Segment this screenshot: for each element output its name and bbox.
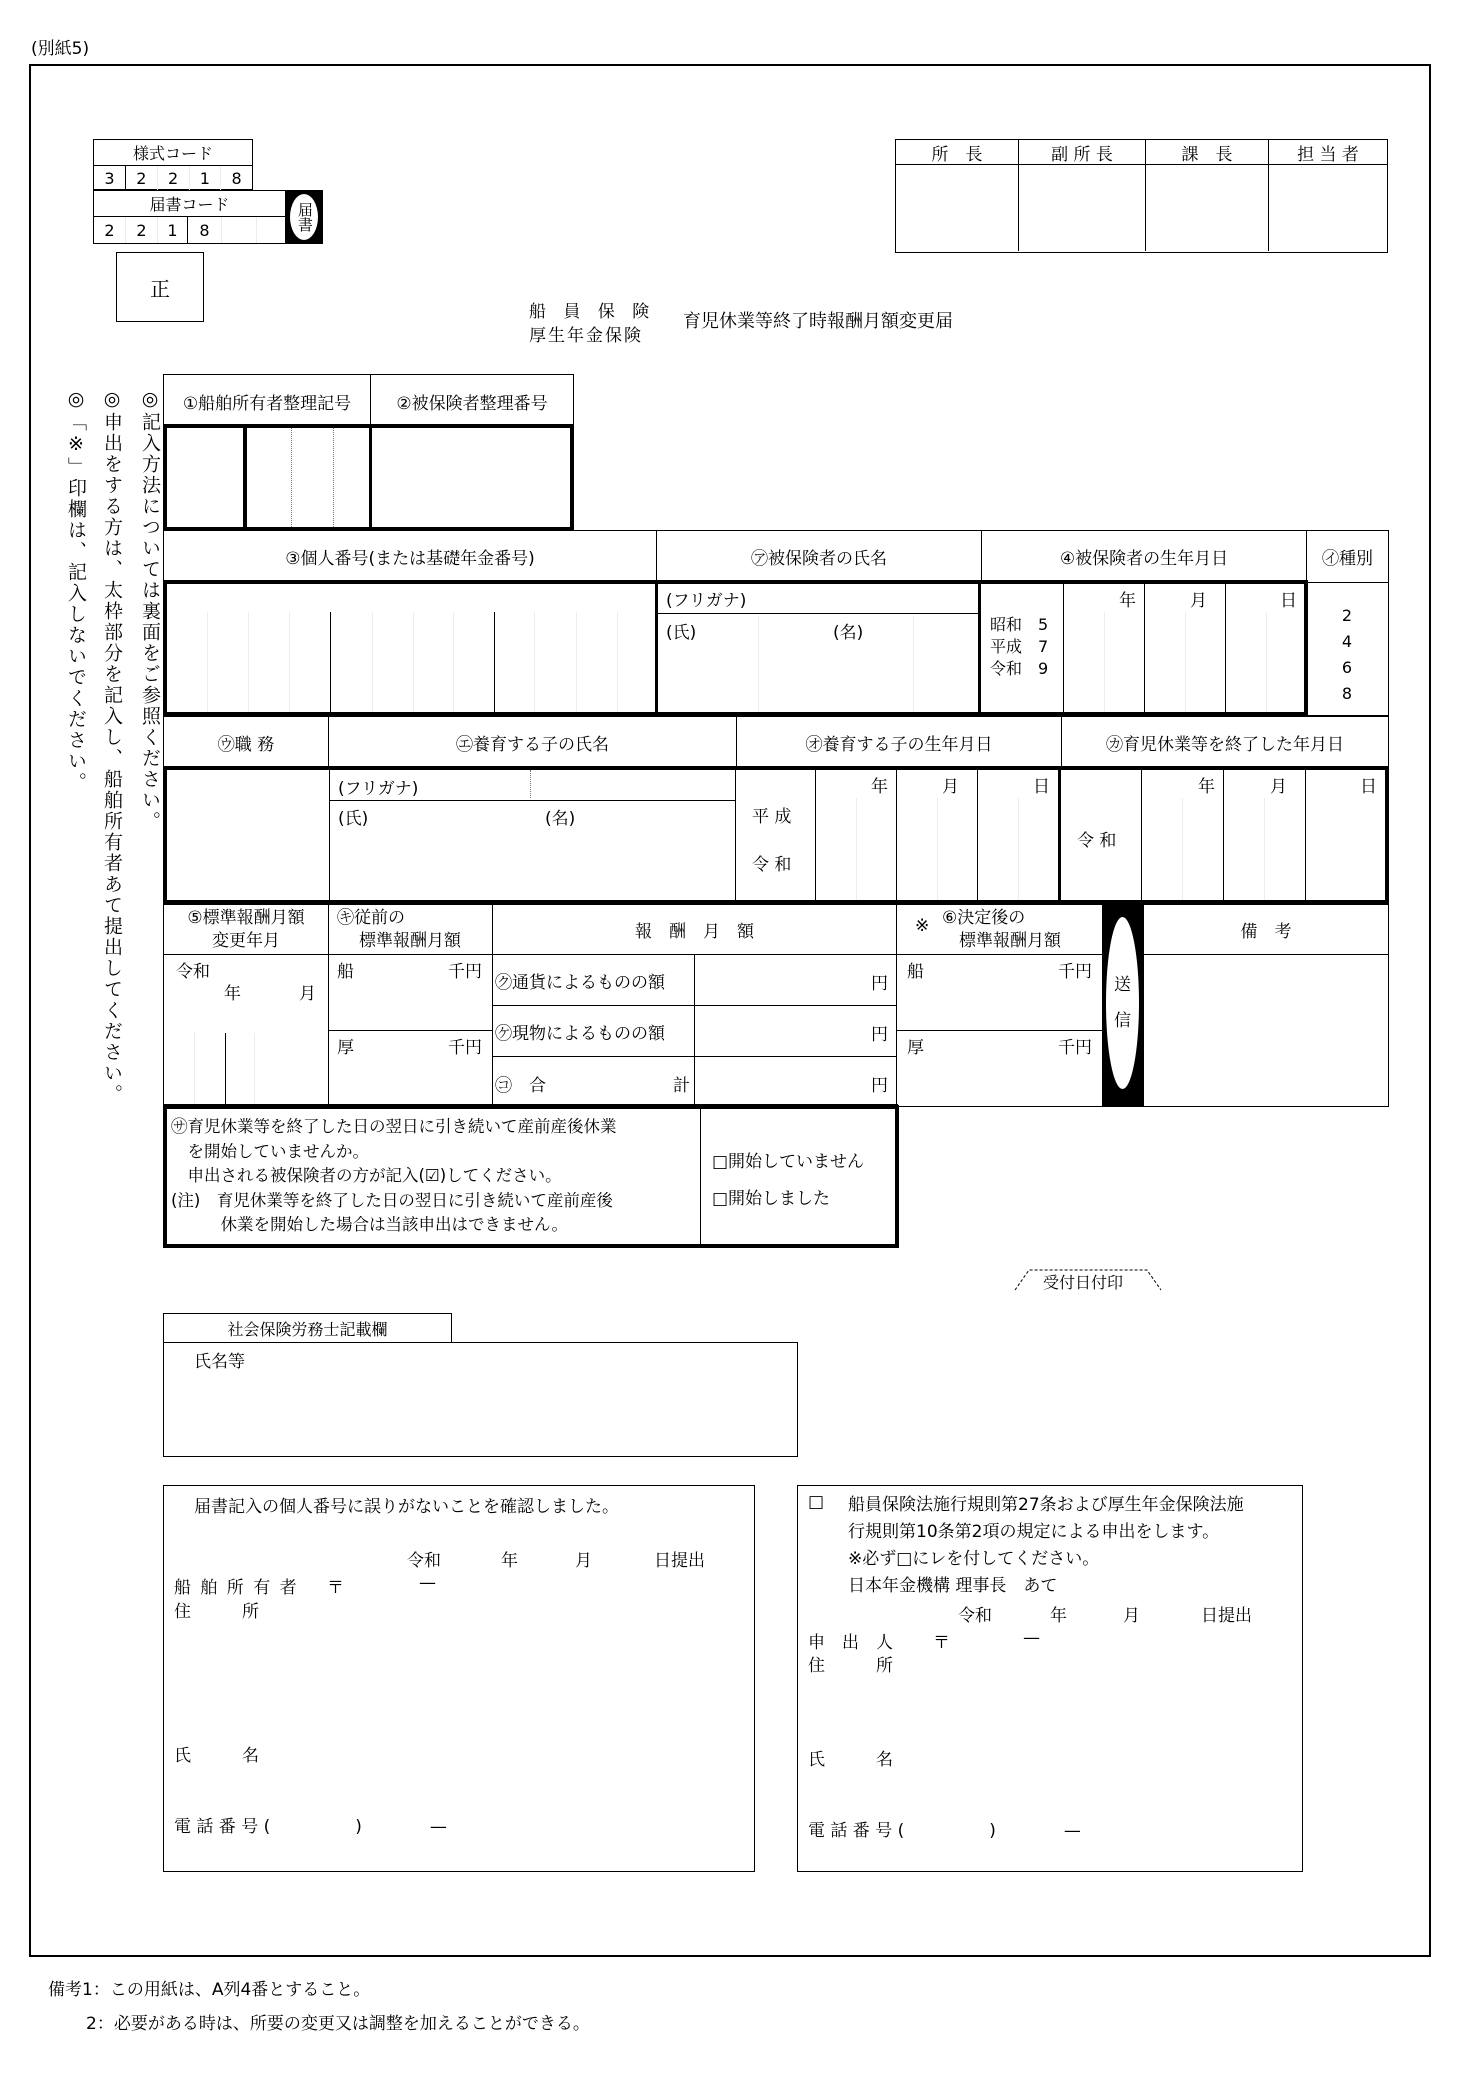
child-furigana-label: (フリガナ) — [338, 779, 419, 799]
send-badge-char: 信 — [1114, 1011, 1131, 1031]
applicant-statement-line: 日本年金機構 理事長 あて — [848, 1576, 1058, 1596]
child-info-input-area — [163, 766, 1389, 904]
send-badge-char: 送 — [1114, 975, 1131, 995]
type-label: ㋑種別 — [1322, 549, 1373, 569]
owner-date-month: 月 — [575, 1551, 592, 1571]
child-era-heisei: 平 成 — [752, 807, 792, 827]
era-heisei: 平成 7 — [990, 637, 1049, 656]
owner-date-era: 令和 — [407, 1551, 441, 1571]
change-month-label-2: 変更年月 — [212, 931, 280, 951]
approval-stamp-cell[interactable] — [1146, 165, 1269, 251]
decided-label-2: 標準報酬月額 — [959, 931, 1061, 951]
birthdate-field[interactable] — [984, 584, 1305, 712]
birthdate-label: ④被保険者の生年月日 — [982, 531, 1307, 582]
decided-ship-label: 船 — [907, 962, 924, 982]
insured-number-field[interactable] — [373, 428, 570, 527]
applicant-date-era: 令和 — [958, 1606, 992, 1626]
owner-code-label: ①船舶所有者整理記号 — [164, 375, 371, 427]
title-insurance-line2: 厚生年金保険 — [529, 326, 643, 346]
question-line: 休業を開始した場合は当該申出はできません。 — [171, 1215, 568, 1234]
decided-welfare-unit: 千円 — [1058, 1038, 1092, 1058]
prev-ship-field[interactable] — [329, 955, 492, 1031]
job-field[interactable] — [167, 770, 330, 900]
applicant-statement-line: ※必ず□にレを付してください。 — [848, 1549, 1100, 1569]
remarks-label: 備 考 — [1144, 905, 1388, 955]
section-remuneration — [163, 904, 1389, 1107]
notice-code-label: 届書コード — [94, 191, 285, 217]
type-code: 8 — [1341, 684, 1353, 703]
child-month-label: 月 — [942, 777, 959, 797]
in-kind-amount-field[interactable] — [695, 1006, 896, 1056]
type-code: 4 — [1341, 632, 1353, 651]
prev-ship-label: 船 — [337, 962, 354, 982]
applicant-consent-checkbox[interactable]: □ — [808, 1492, 825, 1512]
original-mark: 正 — [150, 276, 170, 301]
change-year-label: 年 — [224, 984, 241, 1004]
prev-welfare-field[interactable] — [329, 1031, 492, 1106]
total-label-a: ㋙ 合 — [495, 1076, 546, 1096]
month-label: 月 — [1190, 591, 1207, 611]
owner-address-label: 住 所 — [174, 1602, 259, 1622]
currency-label: ㋗通貨によるものの額 — [493, 955, 695, 1005]
approval-table — [895, 139, 1388, 253]
applicant-date-year: 年 — [1050, 1606, 1067, 1626]
side-note-asterisk: ◎「※」印欄は、記入しないでください。 — [65, 388, 87, 793]
child-year-label: 年 — [871, 777, 888, 797]
applicant-block — [797, 1485, 1303, 1872]
sharoushi-name-label: 氏名等 — [194, 1352, 245, 1372]
owner-code-input-area — [163, 424, 574, 531]
attachment-label: (別紙5) — [31, 39, 90, 59]
applicant-address-label: 住 所 — [808, 1656, 893, 1676]
personal-number-field[interactable] — [167, 584, 658, 712]
section-personal-header — [163, 530, 1389, 583]
side-note-instructions: ◎記入方法については裏面をご参照ください。 — [139, 388, 161, 832]
insured-name-label: ㋐被保険者の氏名 — [657, 531, 982, 582]
question-line: ㋚育児休業等を終了した日の翌日に引き続いて産前産後休業 — [171, 1117, 617, 1136]
leave-end-date-field[interactable] — [1061, 770, 1385, 900]
decided-ship-field — [897, 955, 1102, 1031]
applicant-phone-label: 電 話 番 号 ( ) — — [808, 1821, 1081, 1841]
owner-confirm-text: 届書記入の個人番号に誤りがないことを確認しました。 — [194, 1497, 619, 1517]
section-maternity-question — [163, 1105, 899, 1248]
notice-badge — [285, 190, 323, 244]
type-code: 6 — [1341, 658, 1353, 677]
notice-badge-text: 届書 — [295, 202, 314, 232]
leave-year-label: 年 — [1198, 777, 1215, 797]
applicant-statement-line: 行規則第10条第2項の規定による申出をします。 — [848, 1522, 1220, 1542]
form-code-digit: 3 — [94, 166, 126, 191]
owner-name-field[interactable] — [334, 1736, 734, 1766]
option-not-started-checkbox[interactable]: □開始していません — [712, 1152, 865, 1172]
era-reiwa: 令和 9 — [990, 659, 1049, 678]
sharoushi-tab — [163, 1313, 452, 1343]
question-line: 申出される被保険者の方が記入(☑)してください。 — [171, 1166, 562, 1185]
insured-name-field[interactable] — [658, 584, 981, 712]
in-kind-unit: 円 — [871, 1025, 888, 1045]
prev-label-1: ㋖従前の — [337, 908, 405, 928]
sharoushi-field[interactable] — [163, 1342, 798, 1457]
owner-label: 船 舶 所 有 者 — [174, 1578, 299, 1598]
total-amount-field[interactable] — [695, 1057, 896, 1106]
approval-header-director: 所 長 — [896, 140, 1019, 164]
owner-postal-mark: 〒 — [327, 1578, 344, 1598]
owner-name-label: 氏 名 — [174, 1746, 259, 1766]
decided-mark: ※ — [915, 916, 930, 936]
sharoushi-tab-label: 社会保険労務士記載欄 — [227, 1319, 388, 1339]
notice-code-box — [93, 190, 286, 244]
prev-ship-unit: 千円 — [448, 962, 482, 982]
form-code-digit: 2 — [126, 166, 158, 191]
prev-welfare-label: 厚 — [337, 1038, 354, 1058]
leave-end-label: ㋕育児休業等を終了した年月日 — [1106, 734, 1344, 755]
child-birth-label: ㋔養育する子の生年月日 — [737, 717, 1062, 767]
change-month-label-1: ⑤標準報酬月額 — [187, 908, 305, 928]
type-code-cell[interactable] — [1305, 582, 1389, 716]
change-era: 令和 — [176, 962, 210, 982]
job-label: ㋒職 務 — [164, 717, 329, 767]
applicant-statement-line: 船員保険法施行規則第27条および厚生年金保険法施 — [848, 1495, 1244, 1515]
owner-block — [163, 1485, 755, 1872]
child-era-reiwa: 令 和 — [752, 855, 792, 875]
owner-address-field[interactable] — [334, 1594, 734, 1674]
section-child-header — [163, 716, 1389, 768]
child-name-field[interactable] — [330, 770, 736, 900]
remarks-field[interactable] — [1144, 955, 1388, 1106]
furigana-label: (フリガナ) — [666, 591, 747, 611]
prev-welfare-unit: 千円 — [448, 1038, 482, 1058]
question-line: (注) 育児休業等を終了した日の翌日に引き続いて産前産後 — [171, 1190, 613, 1210]
send-badge — [1102, 905, 1143, 1106]
owner-phone-label: 電 話 番 号 ( ) — — [174, 1817, 447, 1837]
notice-code-digit: 1 — [158, 217, 188, 243]
owner-code-field-2[interactable] — [251, 428, 369, 527]
form-code-label: 様式コード — [94, 140, 252, 166]
receipt-stamp-label: 受付日付印 — [1043, 1273, 1124, 1292]
approval-stamp-cell[interactable] — [1269, 165, 1387, 251]
personal-number-label: ③個人番号(または基礎年金番号) — [164, 531, 657, 582]
currency-unit: 円 — [871, 974, 888, 994]
decided-welfare-field — [897, 1031, 1102, 1106]
notice-code-digit — [222, 217, 257, 243]
surname-label: (氏) — [666, 623, 697, 643]
approval-header-staff: 担 当 者 — [1297, 144, 1359, 165]
type-code: 2 — [1341, 606, 1353, 625]
personal-info-input-area — [163, 580, 1308, 716]
leave-month-label: 月 — [1270, 777, 1287, 797]
remuneration-label: 報 酬 月 額 — [493, 905, 896, 955]
form-code-box — [93, 139, 253, 190]
option-started-checkbox[interactable]: □開始しました — [712, 1189, 831, 1209]
applicant-address-field[interactable] — [928, 1648, 1288, 1728]
form-code-digit: 1 — [190, 166, 222, 191]
form-code-digit: 8 — [231, 169, 242, 188]
total-unit: 円 — [871, 1076, 888, 1096]
applicant-date-day: 日提出 — [1201, 1606, 1252, 1626]
page-title: 育児休業等終了時報酬月額変更届 — [683, 311, 953, 332]
notice-code-digit — [257, 217, 285, 243]
in-kind-label: ㋘現物によるものの額 — [493, 1006, 695, 1056]
applicant-name-field[interactable] — [928, 1740, 1288, 1770]
footnote-2: 2：必要がある時は、所要の変更又は調整を加えることができる。 — [86, 2014, 590, 2034]
leave-era-reiwa: 令 和 — [1077, 831, 1117, 851]
footnote-1: 備考1：この用紙は、A列4番とすること。 — [48, 1980, 371, 2000]
child-surname-label: (氏) — [338, 809, 369, 829]
original-mark-box — [116, 252, 204, 322]
notice-code-digit: 8 — [188, 217, 222, 243]
title-insurance-line1: 船 員 保 険 — [529, 302, 656, 322]
decided-ship-unit: 千円 — [1058, 962, 1092, 982]
child-birthdate-field[interactable] — [736, 770, 1061, 900]
year-label: 年 — [1119, 591, 1136, 611]
change-month-field[interactable] — [164, 955, 328, 1106]
child-name-label: ㋓養育する子の氏名 — [329, 717, 737, 767]
day-label: 日 — [1280, 591, 1297, 611]
applicant-label: 申 出 人 — [808, 1633, 893, 1653]
owner-postal-dash: — — [419, 1573, 436, 1593]
decided-welfare-label: 厚 — [907, 1038, 924, 1058]
applicant-postal-mark: 〒 — [933, 1633, 950, 1653]
era-showa: 昭和 5 — [990, 615, 1049, 634]
child-day-label: 日 — [1033, 777, 1050, 797]
notice-code-digit: 2 — [94, 217, 126, 243]
owner-date-year: 年 — [501, 1551, 518, 1571]
approval-header-deputy: 副 所 長 — [1019, 140, 1146, 164]
change-month-label: 月 — [299, 984, 316, 1004]
approval-header-section-chief: 課 長 — [1146, 140, 1269, 164]
form-code-digit: 2 — [158, 166, 190, 191]
given-name-label: (名) — [833, 623, 864, 643]
notice-code-digit: 2 — [126, 217, 158, 243]
child-given-name-label: (名) — [545, 809, 576, 829]
decided-label-1: ⑥決定後の — [942, 908, 1026, 928]
receipt-stamp-area — [1013, 1266, 1163, 1292]
approval-stamp-cell[interactable] — [1019, 165, 1146, 251]
applicant-date-month: 月 — [1123, 1606, 1140, 1626]
owner-code-field-1[interactable] — [167, 428, 247, 527]
applicant-name-label: 氏 名 — [808, 1750, 893, 1770]
question-line: を開始していませんか。 — [171, 1141, 369, 1161]
approval-stamp-cell[interactable] — [896, 165, 1019, 251]
currency-amount-field[interactable] — [695, 955, 896, 1005]
side-note-submission: ◎申出をする方は、太枠部分を記入し、船舶所有者あて提出してください。 — [101, 388, 123, 1105]
owner-date-day: 日提出 — [654, 1551, 705, 1571]
total-label-b: 計 — [673, 1076, 690, 1096]
prev-label-2: 標準報酬月額 — [359, 931, 461, 951]
applicant-postal-dash: — — [1023, 1628, 1040, 1648]
insured-number-label: ②被保険者整理番号 — [396, 393, 548, 414]
leave-day-label: 日 — [1360, 777, 1377, 797]
